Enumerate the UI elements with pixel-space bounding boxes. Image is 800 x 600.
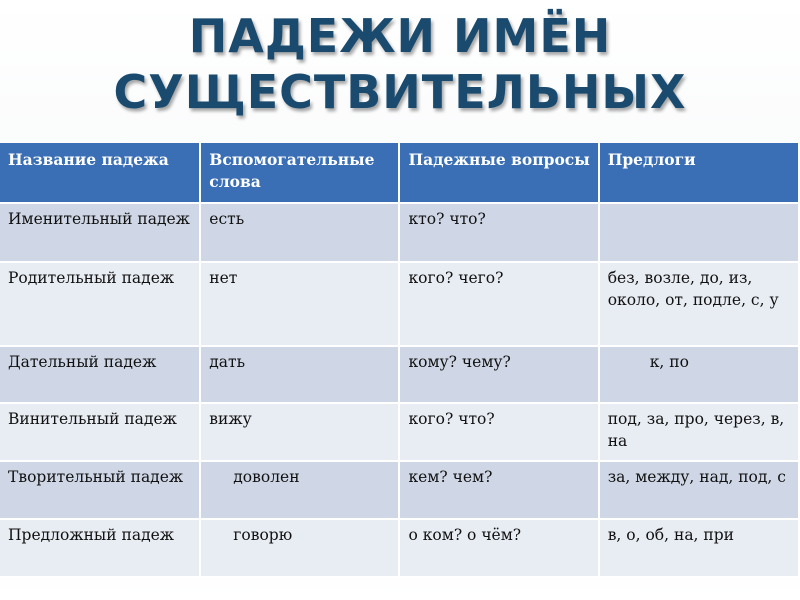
case-name-cell: Творительный падеж	[0, 461, 200, 519]
case-name-cell: Винительный падеж	[0, 403, 200, 461]
questions-cell: кому? чему?	[399, 346, 598, 403]
case-name-cell: Дательный падеж	[0, 346, 200, 403]
header-prepositions: Предлоги	[599, 143, 799, 203]
helper-word-cell: говорю	[200, 519, 399, 577]
header-questions: Падежные вопросы	[399, 143, 598, 203]
helper-word-cell: вижу	[200, 403, 399, 461]
prepositions-cell: под, за, про, через, в, на	[599, 403, 799, 461]
table-header-row	[0, 143, 799, 203]
questions-cell: кого? чего?	[399, 262, 598, 346]
case-name-cell: Родительный падеж	[0, 262, 200, 346]
helper-word-cell: доволен	[200, 461, 399, 519]
prepositions-cell: за, между, над, под, с	[599, 461, 799, 519]
case-name-cell: Предложный падеж	[0, 519, 200, 577]
page-title	[0, 8, 800, 120]
questions-cell: о ком? о чём?	[399, 519, 598, 577]
questions-cell: кто? что?	[399, 203, 598, 262]
table-row	[0, 346, 799, 403]
header-case-name: Название падежа	[0, 143, 200, 203]
cases-table	[0, 143, 800, 578]
table-row	[0, 203, 799, 262]
table-row	[0, 262, 799, 346]
prepositions-cell: в, о, об, на, при	[599, 519, 799, 577]
case-name-cell: Именительный падеж	[0, 203, 200, 262]
table-row	[0, 519, 799, 577]
table-row	[0, 403, 799, 461]
title-line-2: СУЩЕСТВИТЕЛЬНЫХ	[113, 65, 687, 119]
helper-word-cell: нет	[200, 262, 399, 346]
helper-word-cell: дать	[200, 346, 399, 403]
prepositions-cell: без, возле, до, из, около, от, подле, с, у	[599, 262, 799, 346]
questions-cell: кого? что?	[399, 403, 598, 461]
header-helper-words: Вспомогательные слова	[200, 143, 399, 203]
prepositions-cell: к, по	[599, 346, 799, 403]
questions-cell: кем? чем?	[399, 461, 598, 519]
prepositions-cell	[599, 203, 799, 262]
title-line-1: ПАДЕЖИ ИМЁН	[188, 9, 612, 63]
table-row	[0, 461, 799, 519]
helper-word-cell: есть	[200, 203, 399, 262]
